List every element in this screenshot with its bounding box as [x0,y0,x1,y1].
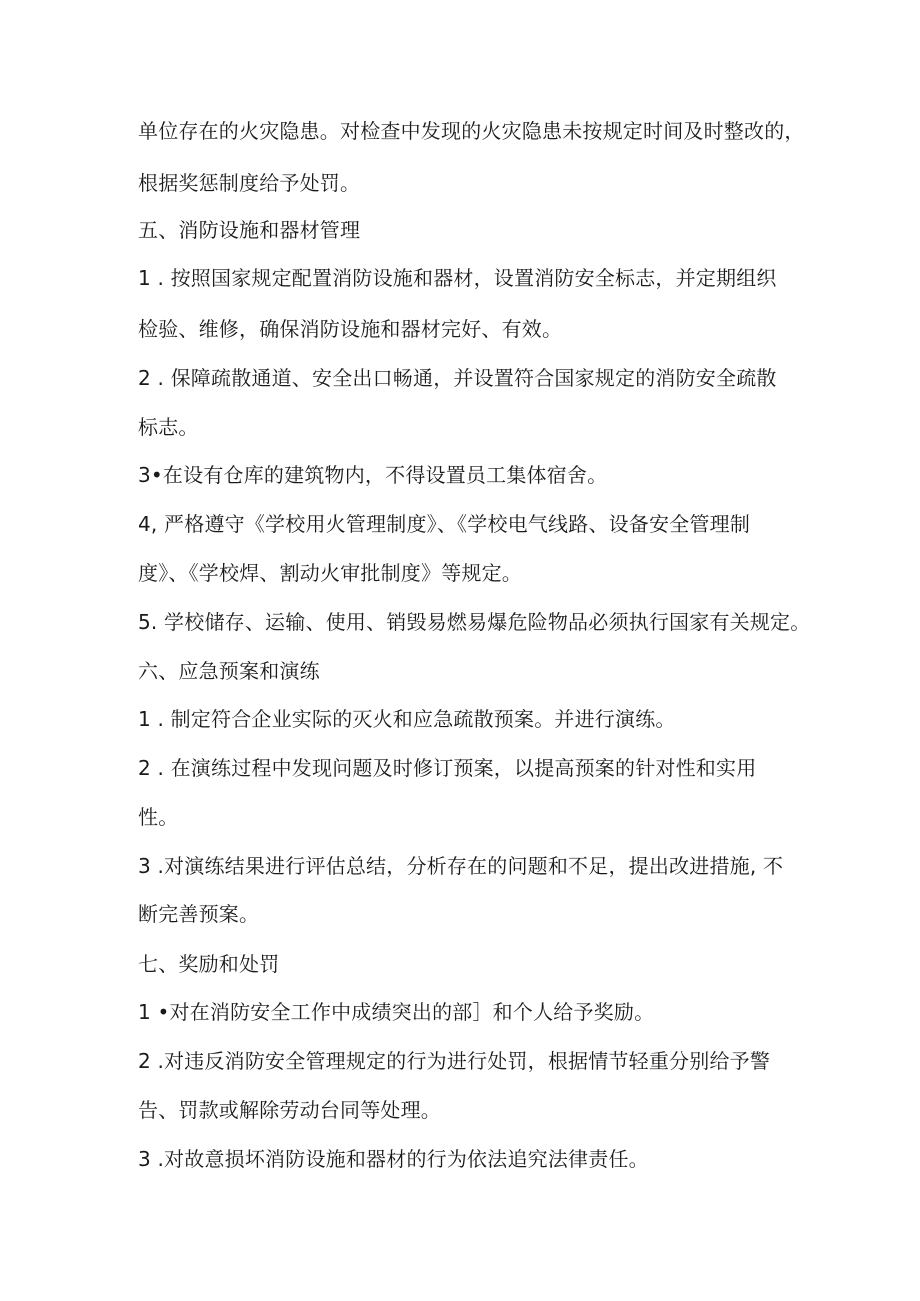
text-line: 检验、维修，确保消防设施和器材完好、有效。 [138,317,563,341]
text-line: 标志。 [138,415,199,439]
text-line: 单位存在的火灾隐患。对检查中发现的火灾隐患未按规定时间及时整改的， [138,119,805,143]
text-line: 1 •对在消防安全工作中成绩突出的部］和个人给予奖励。 [138,1000,655,1024]
text-line: 性。 [138,805,179,829]
text-line: 3 .对演练结果进行评估总结，分析存在的问题和不足，提出改进措施, 不 [138,854,784,878]
text-line: 5. 学校储存、运输、使用、销毁易燃易爆危险物品必须执行国家有关规定。 [138,610,811,634]
section-heading: 六、应急预案和演练 [138,659,320,683]
text-line: 3•在设有仓库的建筑物内，不得设置员工集体宿舍。 [138,463,608,487]
text-line: 2 .对违反消防安全管理规定的行为进行处罚，根据情节轻重分别给予警 [138,1049,771,1073]
text-line: 根据奖惩制度给予处罚。 [138,171,361,195]
text-line: 告、罚款或解除劳动台同等处理。 [138,1098,441,1122]
text-line: 度》、《学校焊、割动火审批制度》等规定。 [138,561,522,585]
text-line: 4, 严格遵守《学校用火管理制度》、《学校电气线路、设备安全管理制 [138,512,751,536]
text-line: 断完善预案。 [138,902,260,926]
text-line: 2 . 在演练过程中发现问题及时修订预案，以提高预案的针对性和实用 [138,756,757,780]
text-line: 1 . 制定符合企业实际的灭火和应急疏散预案。并进行演练。 [138,707,676,731]
text-line: 2 . 保障疏散通道、安全出口畅通，并设置符合国家规定的消防安全疏散 [138,366,777,390]
text-line: 3 .对故意损坏消防设施和器材的行为依法追究法律责任。 [138,1147,649,1171]
text-line: 1 . 按照国家规定配置消防设施和器材，设置消防安全标志，并定期组织 [138,266,777,290]
section-heading: 五、消防设施和器材管理 [138,218,361,242]
section-heading: 七、奖励和处罚 [138,952,280,976]
